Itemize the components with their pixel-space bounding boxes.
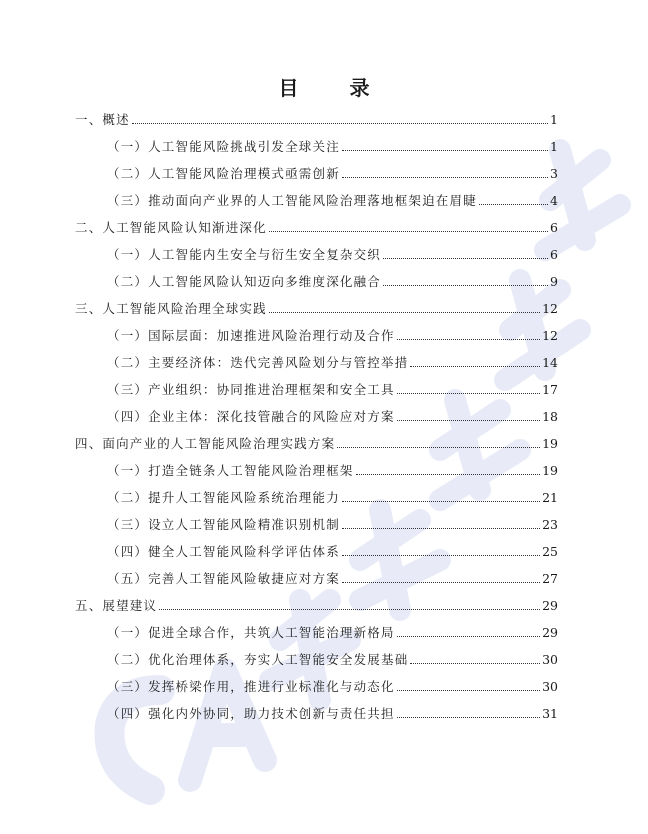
toc-page-number: 12 (542, 301, 558, 316)
toc-dot-leader (132, 123, 548, 124)
toc-entry-title: （四）健全人工智能风险科学评估体系 (107, 544, 340, 559)
toc-dot-leader (337, 447, 540, 448)
toc-section-entry[interactable] (107, 652, 558, 668)
toc-section-entry[interactable] (107, 679, 558, 695)
toc-dot-leader (397, 690, 540, 691)
toc-page-number: 29 (542, 598, 558, 613)
toc-page-number: 27 (542, 571, 558, 586)
page-title: 目 录 (278, 76, 392, 100)
toc-dot-leader (342, 150, 548, 151)
toc-dot-leader (397, 420, 540, 421)
toc-entry-title: （二）提升人工智能风险系统治理能力 (107, 490, 340, 505)
toc-page-number: 3 (550, 166, 558, 181)
toc-entry-title: （一）人工智能风险挑战引发全球关注 (107, 139, 340, 154)
toc-entry-title: （三）设立人工智能风险精准识别机制 (107, 517, 340, 532)
toc-dot-leader (342, 177, 548, 178)
toc-page-number: 17 (542, 382, 558, 397)
toc-section-entry[interactable] (107, 517, 558, 533)
toc-entry-title: （四）企业主体：深化技管融合的风险应对方案 (107, 409, 395, 424)
toc-dot-leader (479, 204, 548, 205)
toc-chapter-entry[interactable] (75, 112, 558, 128)
toc-dot-leader (356, 474, 540, 475)
toc-page-number: 30 (542, 679, 558, 694)
toc-entry-title: （三）推动面向产业界的人工智能风险治理落地框架迫在眉睫 (107, 193, 477, 208)
toc-dot-leader (269, 231, 548, 232)
toc-section-entry[interactable] (107, 355, 558, 371)
toc-page-number: 9 (550, 274, 558, 289)
toc-entry-title: （一）促进全球合作，共筑人工智能治理新格局 (107, 625, 395, 640)
toc-entry-title: 五、展望建议 (75, 598, 158, 613)
toc-page-number: 30 (542, 652, 558, 667)
toc-entry-title: 三、人工智能风险治理全球实践 (75, 301, 267, 316)
toc-entry-title: （一）打造全链条人工智能风险治理框架 (107, 463, 354, 478)
toc-entry-title: （一）人工智能内生安全与衍生安全复杂交织 (107, 247, 382, 262)
toc-dot-leader (383, 285, 548, 286)
toc-entry-title: （四）强化内外协同，助力技术创新与责任共担 (107, 706, 395, 721)
toc-section-entry[interactable] (107, 544, 558, 560)
toc-dot-leader (159, 609, 540, 610)
toc-entry-title: （二）主要经济体：迭代完善风险划分与管控举措 (107, 355, 409, 370)
toc-dot-leader (342, 528, 540, 529)
toc-page-number: 19 (542, 463, 558, 478)
toc-entry-title: （五）完善人工智能风险敏捷应对方案 (107, 571, 340, 586)
toc-page-number: 12 (542, 328, 558, 343)
toc-page-number: 29 (542, 625, 558, 640)
toc-dot-leader (397, 393, 540, 394)
toc-dot-leader (410, 366, 540, 367)
toc-section-entry[interactable] (107, 328, 558, 344)
toc-entry-title: （二）优化治理体系，夯实人工智能安全发展基础 (107, 652, 409, 667)
toc-page-number: 31 (542, 706, 558, 721)
toc-section-entry[interactable] (107, 193, 558, 209)
toc-page-number: 19 (542, 436, 558, 451)
toc-entry-title: （二）人工智能风险治理模式亟需创新 (107, 166, 340, 181)
toc-section-entry[interactable] (107, 166, 558, 182)
toc-page-number: 23 (542, 517, 558, 532)
toc-page-number: 1 (550, 112, 558, 127)
toc-page-number: 25 (542, 544, 558, 559)
toc-chapter-entry[interactable] (75, 436, 558, 452)
toc-entry-title: 二、人工智能风险认知渐进深化 (75, 220, 267, 235)
toc-page-number: 18 (542, 409, 558, 424)
toc-dot-leader (342, 582, 540, 583)
toc-dot-leader (397, 717, 540, 718)
toc-entry-title: （三）发挥桥梁作用，推进行业标准化与动态化 (107, 679, 395, 694)
toc-page-number: 6 (550, 247, 558, 262)
toc-page-number: 4 (550, 193, 558, 208)
toc-chapter-entry[interactable] (75, 220, 558, 236)
toc-dot-leader (397, 339, 540, 340)
toc-page-number: 1 (550, 139, 558, 154)
toc-section-entry[interactable] (107, 139, 558, 155)
toc-section-entry[interactable] (107, 247, 558, 263)
toc-chapter-entry[interactable] (75, 598, 558, 614)
toc-section-entry[interactable] (107, 706, 558, 722)
toc-dot-leader (410, 663, 540, 664)
toc-section-entry[interactable] (107, 382, 558, 398)
watermark-letter-c (110, 690, 161, 790)
toc-page-number: 21 (542, 490, 558, 505)
toc-dot-leader (383, 258, 548, 259)
toc-dot-leader (397, 636, 540, 637)
toc-dot-leader (342, 501, 540, 502)
toc-page-number: 6 (550, 220, 558, 235)
toc-entry-title: 一、概述 (75, 112, 130, 127)
toc-section-entry[interactable] (107, 409, 558, 425)
toc-section-entry[interactable] (107, 625, 558, 641)
toc-page-number: 14 (542, 355, 558, 370)
toc-section-entry[interactable] (107, 463, 558, 479)
toc-section-entry[interactable] (107, 490, 558, 506)
toc-chapter-entry[interactable] (75, 301, 558, 317)
toc-entry-title: （三）产业组织：协同推进治理框架和安全工具 (107, 382, 395, 397)
toc-entry-title: （二）人工智能风险认知迈向多维度深化融合 (107, 274, 382, 289)
toc-entry-title: （一）国际层面：加速推进风险治理行动及合作 (107, 328, 395, 343)
toc-section-entry[interactable] (107, 571, 558, 587)
toc-section-entry[interactable] (107, 274, 558, 290)
toc-entry-title: 四、面向产业的人工智能风险治理实践方案 (75, 436, 336, 451)
toc-dot-leader (342, 555, 540, 556)
toc-dot-leader (269, 312, 540, 313)
